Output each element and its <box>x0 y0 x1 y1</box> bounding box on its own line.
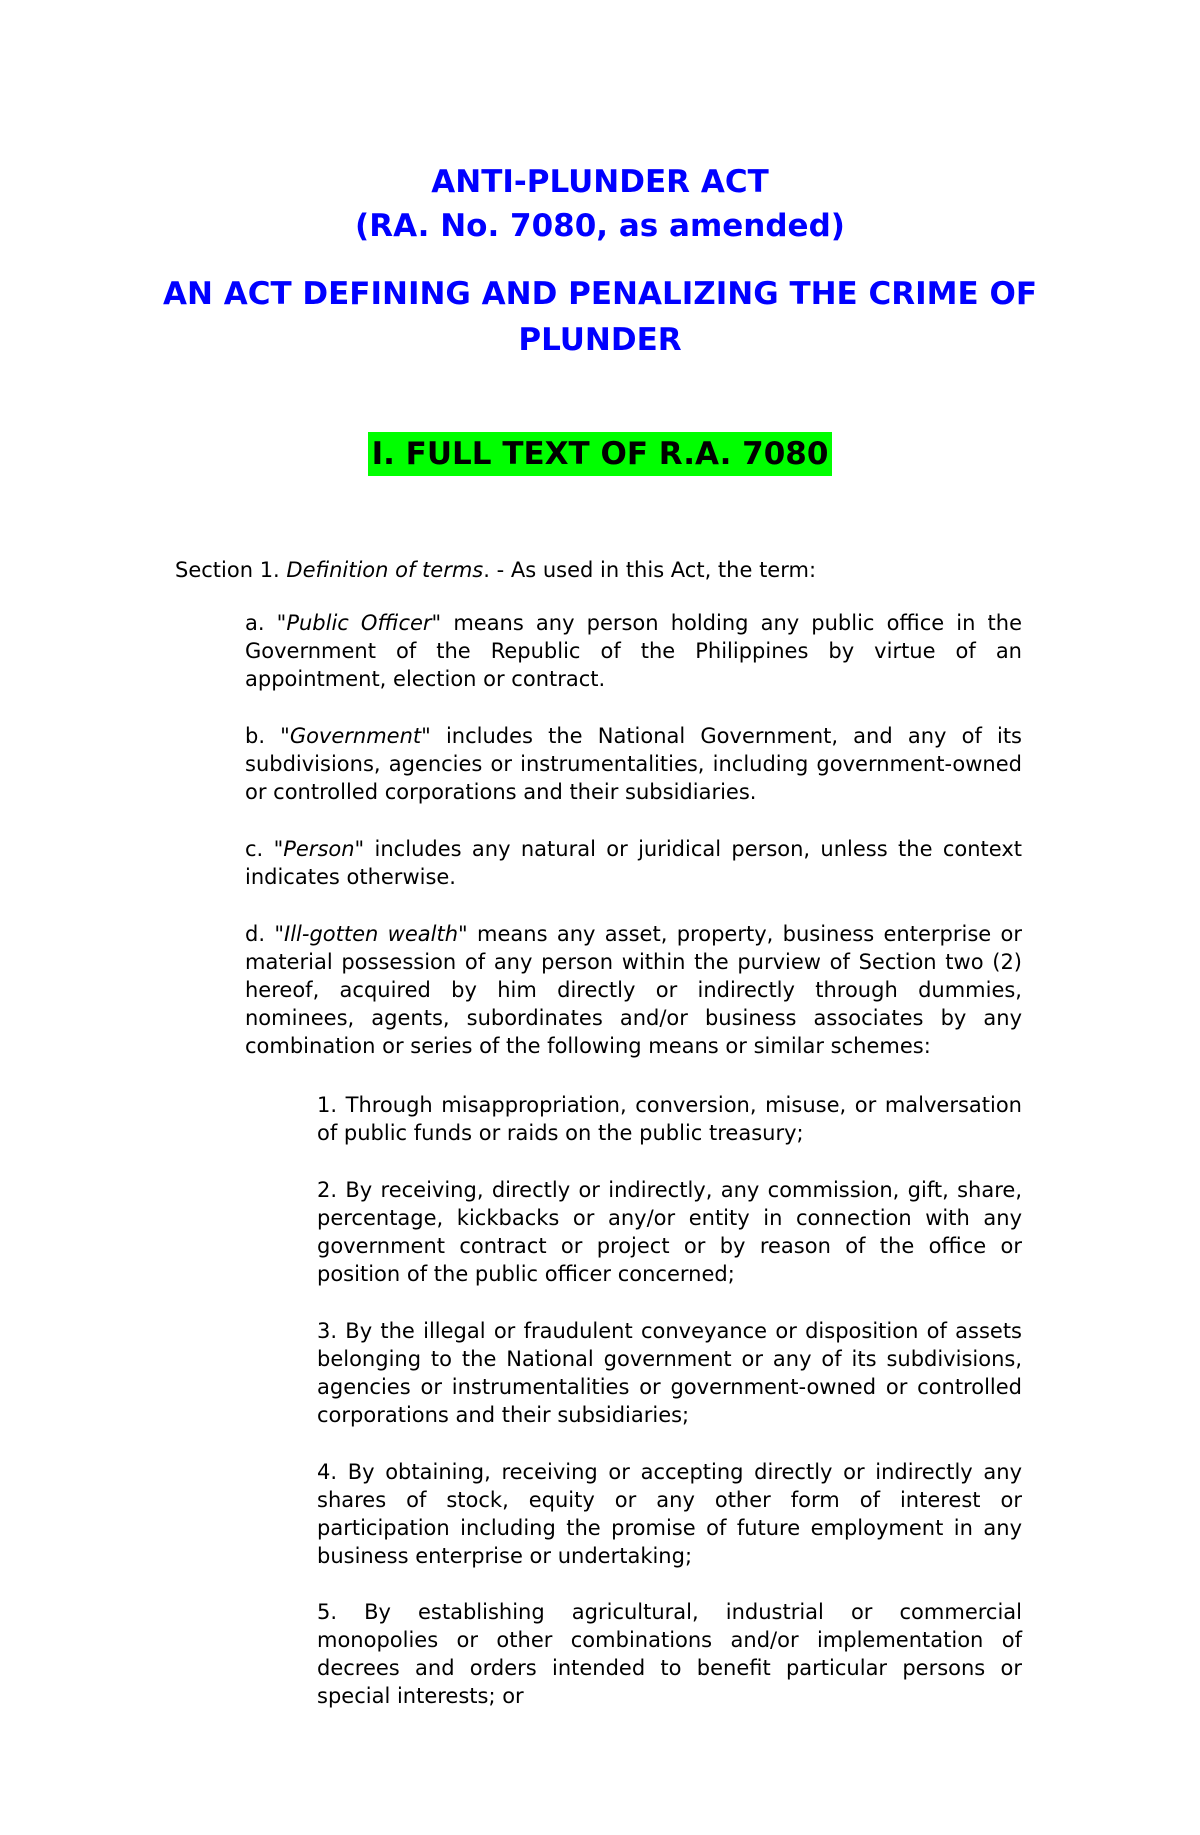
definition-text: means any asset, property, business enterprise or material possession of any person within the purview of Section two (2) hereof, acquired by him directly or indirectly through dummies, nominees, agents, subordinates and/or business associates by any combination or series of the following means or similar schemes: <box>245 922 1023 1058</box>
definition-text: includes the National Government, and any of its subdivisions, agencies or instrumentalities, including government-owned or controlled corporations and their subsidiaries. <box>245 724 1022 804</box>
section-heading-wrap <box>0 432 1200 476</box>
definition-term: "Ill-gotten wealth" <box>274 922 468 946</box>
section-heading-highlighted: I. FULL TEXT OF R.A. 7080 <box>368 432 833 476</box>
document-subtitle: AN ACT DEFINING AND PENALIZING THE CRIME OF <box>162 276 1038 312</box>
definition-b <box>245 722 1022 806</box>
means-item-3: 3. By the illegal or fraudulent conveyance or disposition of assets belonging to the National government or any of its subdivisions, agencies or instrumentalities or government-owned or controlled corporations and their subsidiaries; <box>317 1319 1022 1427</box>
definition-letter: c. <box>245 837 274 861</box>
definition-d <box>245 920 1022 1060</box>
section-1-suffix: . - As used in this Act, the term: <box>483 558 817 582</box>
means-item-5: 5. By establishing agricultural, industrial or commercial monopolies or other combinations and/or implementation of decrees and orders intended to benefit particular persons or special interests; or <box>317 1600 1022 1708</box>
section-1-intro <box>175 556 816 584</box>
definition-letter: a. <box>245 611 277 635</box>
document-title: ANTI-PLUNDER ACT <box>431 164 769 200</box>
means-item-4: 4. By obtaining, receiving or accepting directly or indirectly any shares of stock, equity or any other form of interest or participation including the promise of future employment in any business enterprise or undertaking; <box>317 1460 1022 1568</box>
definition-letter: b. <box>245 724 281 748</box>
section-1-prefix: Section 1. <box>175 558 287 582</box>
definition-c <box>245 835 1022 891</box>
definition-term: "Public Officer" <box>276 611 442 635</box>
section-1-term: Definition of terms <box>286 558 484 582</box>
definition-a <box>245 609 1022 693</box>
definition-text: includes any natural or juridical person, unless the context indicates otherwise. <box>245 837 1022 889</box>
definition-term: "Person" <box>273 837 365 861</box>
definition-letter: d. <box>245 922 275 946</box>
document-title-citation: (RA. No. 7080, as amended) <box>355 208 845 244</box>
definition-text: means any person holding any public office in the Government of the Republic of the Philippines by virtue of an appointment, election or contract. <box>245 611 1022 691</box>
means-item-2: 2. By receiving, directly or indirectly, any commission, gift, share, percentage, kickbacks or any/or entity in connection with any government contract or project or by reason of the office or position of the public officer concerned; <box>317 1178 1022 1286</box>
means-item-1: 1. Through misappropriation, conversion, misuse, or malversation of public funds or raids on the public treasury; <box>317 1093 1022 1145</box>
definition-term: "Government" <box>280 724 431 748</box>
document-subtitle-continued: PLUNDER <box>518 322 682 358</box>
